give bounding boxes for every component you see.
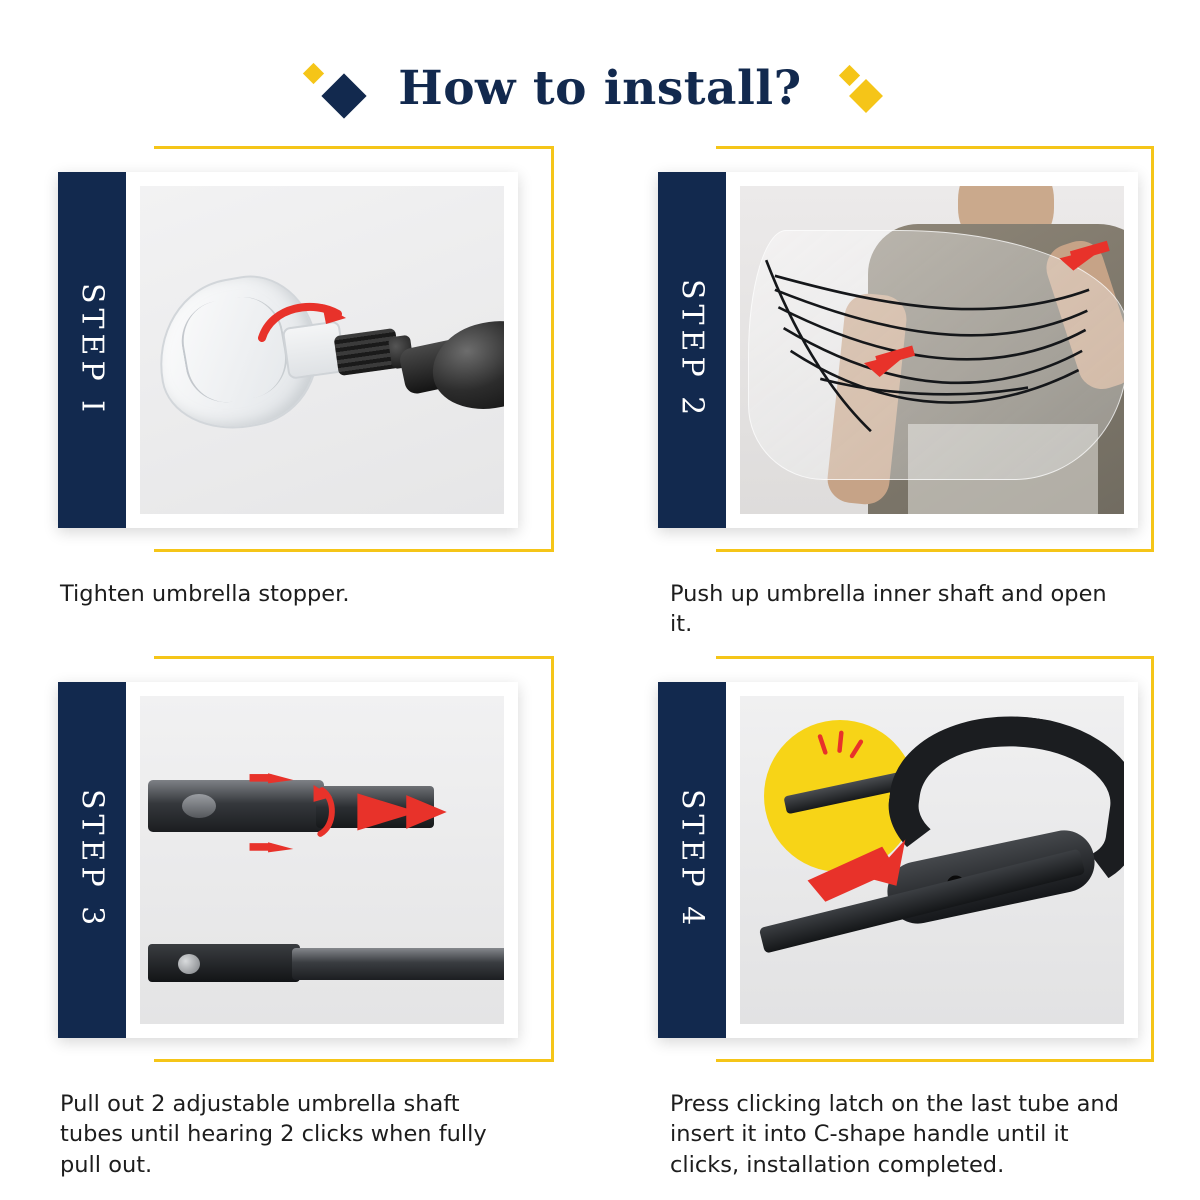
step-2-card [658,172,1138,528]
step-card-4 [600,650,1200,1200]
step-3-photo [140,696,504,1024]
diamond-navy-icon [322,73,367,118]
step-1-label: STEP I [74,282,110,418]
step-1-frame [58,140,542,555]
step-1-card [58,172,518,528]
diamond-yellow-icon [303,63,324,84]
step-card-1 [0,140,600,650]
step-1-tab [58,172,126,528]
step-card-3 [0,650,600,1200]
page-header [0,48,1200,128]
step-2-caption: Push up umbrella inner shaft and open it. [670,581,1107,638]
umbrella-ribs-overlay [740,186,1124,514]
step-4-card [658,682,1138,1038]
step-1-caption: Tighten umbrella stopper. [60,581,350,607]
steps-grid [0,140,1200,1200]
insert-arrow-icon [740,696,1124,1024]
step-4-frame [658,650,1142,1065]
step-4-label: STEP 4 [674,789,710,931]
step-3-card [58,682,518,1038]
step-4-caption: Press clicking latch on the last tube and insert it into C-shape handle until it clicks, installation completed. [670,1091,1119,1178]
step-2-label: STEP 2 [674,279,710,421]
step-4-photo [740,696,1124,1024]
step-2-tab [658,172,726,528]
header-decoration-left [306,58,372,118]
diamond-yellow-small-icon [839,65,860,86]
step-3-label: STEP 3 [74,789,110,931]
pull-arrows-icon [140,696,504,1024]
step-1-photo [140,186,504,514]
rotate-arrow-icon [258,298,348,344]
header-decoration-right [828,58,894,118]
step-3-tab [58,682,126,1038]
step-3-caption: Pull out 2 adjustable umbrella shaft tubes until hearing 2 clicks when fully pull out. [60,1091,487,1178]
step-2-frame [658,140,1142,555]
step-2-photo [740,186,1124,514]
diamond-yellow-large-icon [849,79,883,113]
step-4-tab [658,682,726,1038]
step-3-frame [58,650,542,1065]
step-card-2 [600,140,1200,650]
page-title: How to install? [398,60,802,116]
